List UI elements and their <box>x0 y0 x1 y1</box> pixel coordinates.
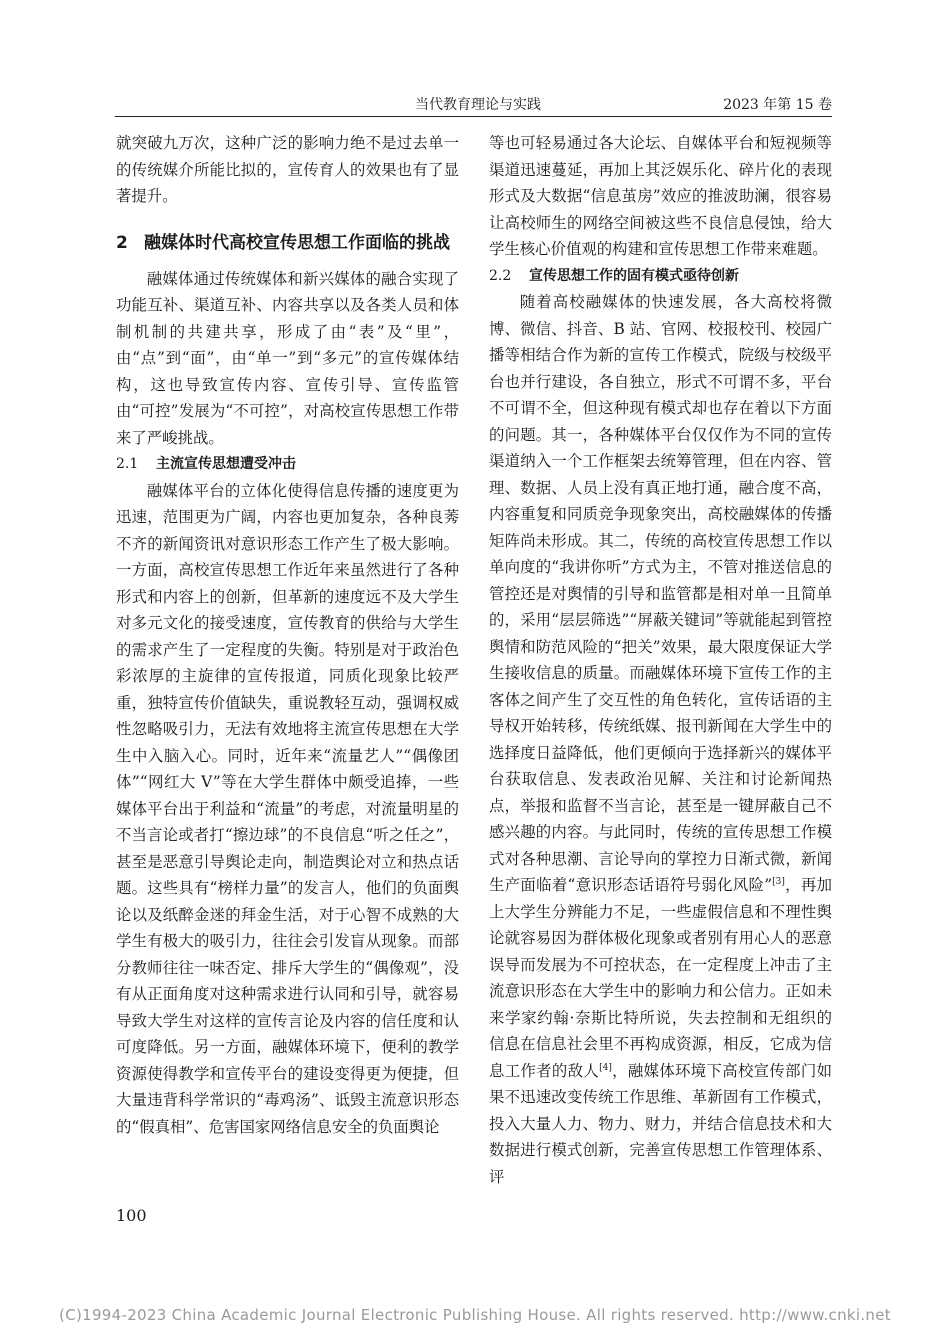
subsection-title: 主流宣传思想遭受冲击 <box>156 456 296 472</box>
section-number: 2 <box>116 232 128 253</box>
paragraph-text: 随着高校融媒体的快速发展，各大高校将微博、微信、抖音、B 站、官网、校报校刊、校园广播等相结合作为新的宣传工作模式，院级与校级平台也并行建设，各自独立，形式不可谓不多，平台不可谓不全，但这种现有模式却也存在着以下方面的问题。其一，各种媒体平台仅仅作为不同的宣传渠道纳入一个工作框架去统筹管理，但在内容、管理、数据、人员上没有真正地打通，融合度不高，内容重复和同质竞争现象突出，高校融媒体的传播矩阵尚未形成。其二，传统的高校宣传思想工作以单向度的“我讲你听”方式为主，不管对推送信息的管控还是对舆情的引导和监管都是相对单一且简单的，采用“层层筛选”“屏蔽关键词”等就能起到管控舆情和防范风险的“把关”效果，最大限度保证大学生接收信息的质量。而融媒体环境下宣传工作的主客体之间产生了交互性的角色转化，宣传话语的主导权开始转移，传统纸媒、报刊新闻在大学生中的选择度日益降低，他们更倾向于选择新兴的媒体平台获取信息、发表政治见解、关注和讨论新闻热点，举报和监督不当言论，甚至是一键屏蔽自己不感兴趣的内容。与此同时，传统的宣传思想工作模式对各种思潮、言论导向的掌控力日渐式微，新闻生产面临着“意识形态话语符号弱化风险” <box>489 293 832 894</box>
paragraph: 融媒体通过传统媒体和新兴媒体的融合实现了功能互补、渠道互补、内容共享以及各类人员和体制机制的共建共享，形成了由“表”及“里”，由“点”到“面”，由“单一”到“多元”的宣传媒体结构，这也导致宣传内容、宣传引导、宣传监管由“可控”发展为“不可控”，对高校宣传思想工作带来了严峻挑战。 <box>116 269 459 447</box>
paragraph-text: ，再加上大学生分辨能力不足，一些虚假信息和不理性舆论就容易因为群体极化现象或者别有用心人的恶意误导而发展为不可控状态，在一定程度上冲击了主流意识形态在大学生中的影响力和公信力。正如未来学家约翰·奈斯比特所说，失去控制和无组织的信息在信息社会里不再构成资源，相反，它成为信息工作者的敌人 <box>489 876 832 1080</box>
paragraph: 融媒体平台的立体化使得信息传播的速度更为迅速，范围更为广阔，内容也更加复杂，各种良莠不齐的新闻资讯对意识形态工作产生了极大影响。一方面，高校宣传思想工作近年来虽然进行了各种形式和内容上的创新，但革新的速度远不及大学生对多元文化的接受速度，宣传教育的供给与大学生的需求产生了一定程度的失衡。特别是对于政治色彩浓厚的主旋律的宣传报道，同质化现象比较严重，独特宣传价值缺失，重说教轻互动，强调权威性忽略吸引力，无法有效地将主流宣传思想在大学生中入脑入心。同时，近年来“流量艺人”“偶像团体”“网红大 V”等在大学生群体中颇受追捧，一些媒体平台出于利益和“流量”的考虑，对流量明星的不当言论或者打“擦边球”的不良信息“听之任之”，甚至是恶意引导舆论走向，制造舆论对立和热点话题。这些具有“榜样力量”的发言人，他们的负面舆论以及纸醉金迷的拜金生活，对于心智不成熟的大学生有极大的吸引力，往往会引发盲从现象。而部分教师往往一味否定、排斥大学生的“偶像观”，没有从正面角度对这种需求进行认同和引导，就容易导致大学生对这样的宣传言论及内容的信任度和认可度降低。另一方面，融媒体环境下，便利的教学资源使得教学和宣传平台的建设变得更为便捷，但大量违背科学常识的“毒鸡汤”、诋毁主流意识形态的“假真相”、危害国家网络信息安全的负面舆论 <box>116 481 459 1136</box>
copyright-footer: (C)1994-2023 China Academic Journal Electronic Publishing House. All rights reserved. http://www.cnki.net <box>59 1306 891 1324</box>
running-header <box>115 92 832 117</box>
paragraph: 等也可轻易通过各大论坛、自媒体平台和短视频等渠道迅速蔓延，再加上其泛娱乐化、碎片化的表现形式及大数据“信息茧房”效应的推波助澜，很容易让高校师生的网络空间被这些不良信息侵蚀，给大学生核心价值观的构建和宣传思想工作带来难题。 <box>489 134 832 258</box>
subsection-heading-2-2 <box>489 263 832 290</box>
journal-title: 当代教育理论与实践 <box>415 97 541 113</box>
paragraph-text: ，融媒体环境下高校宣传部门如果不迅速改变传统工作思维、革新固有工作模式，投入大量人力、物力、财力，并结合信息技术和大数据进行模式创新，完善宣传思想工作管理体系、评 <box>489 1061 832 1186</box>
subsection-title: 宣传思想工作的固有模式亟待创新 <box>529 267 739 284</box>
citation-4: [4] <box>599 1062 612 1073</box>
subsection-number: 2.1 <box>116 456 139 472</box>
section-title: 融媒体时代高校宣传思想工作面临的挑战 <box>144 232 450 253</box>
paragraph <box>489 289 832 1190</box>
page-number: 100 <box>116 1206 147 1225</box>
citation-3: [3] <box>772 876 785 887</box>
section-heading-2 <box>116 228 459 258</box>
paragraph: 就突破九万次，这种广泛的影响力绝不是过去单一的传统媒介所能比拟的，宣传育人的效果也有了显著提升。 <box>116 134 459 205</box>
right-column <box>489 130 832 1190</box>
left-column <box>116 130 459 1140</box>
subsection-number: 2.2 <box>489 267 512 284</box>
issue-info: 2023 年第 15 卷 <box>723 97 832 113</box>
subsection-heading-2-1 <box>116 451 459 478</box>
